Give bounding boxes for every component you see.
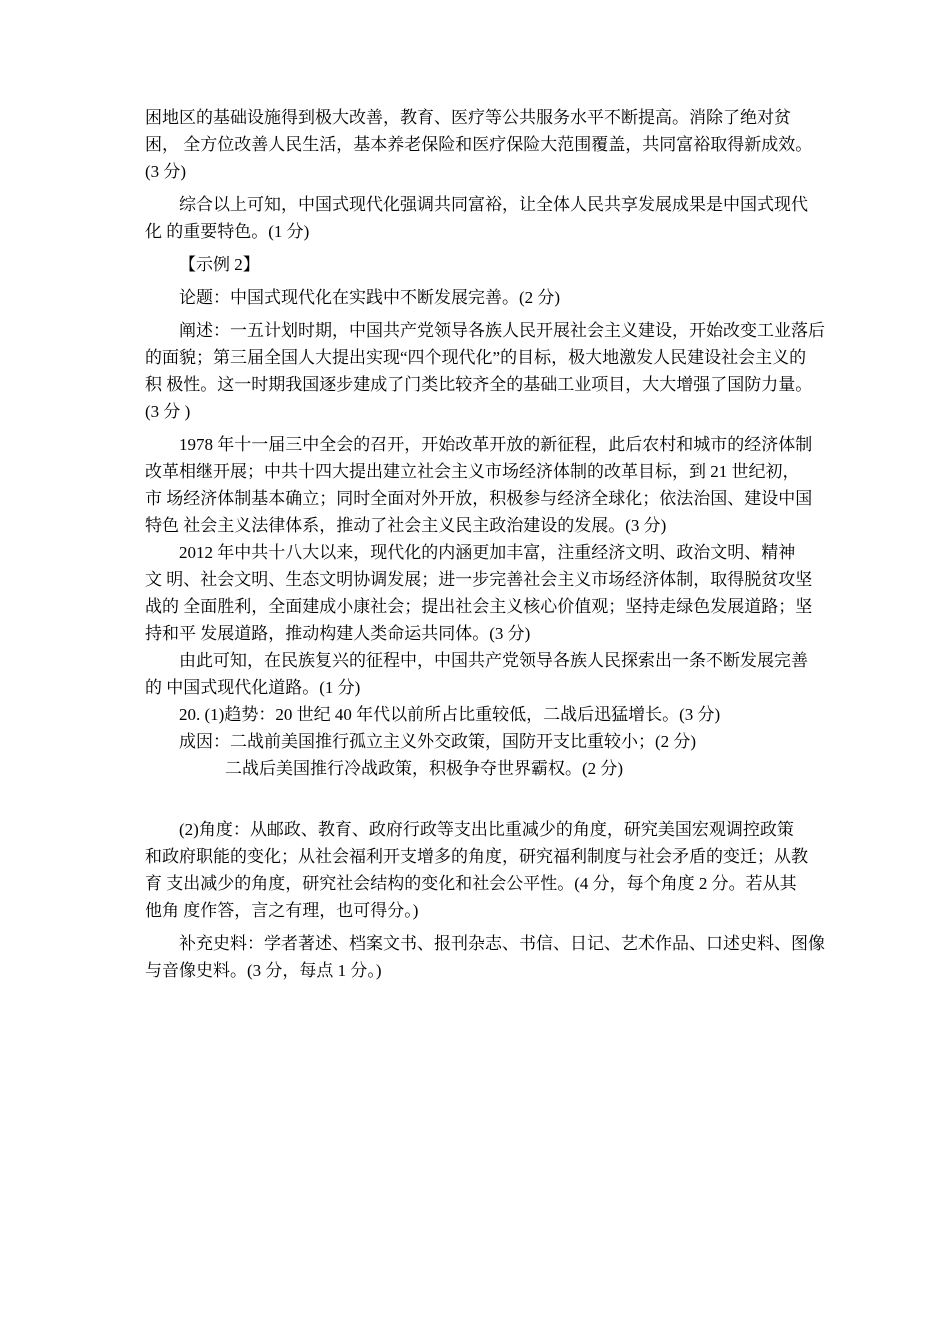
document-line: 论题：中国式现代化在实践中不断发展完善。(2 分)	[179, 288, 561, 307]
document-line: 改革相继开展；中共十四大提出建立社会主义市场经济体制的改革目标，到 21 世纪初，	[145, 462, 800, 481]
document-line: 化 的重要特色。(1 分)	[145, 222, 310, 241]
document-line: (3 分 )	[145, 402, 191, 421]
document-line: 育 支出减少的角度，研究社会结构的变化和社会公平性。(4 分，每个角度 2 分。若从其	[145, 874, 797, 893]
document-line: 20. (1)趋势：20 世纪 40 年代以前所占比重较低，二战后迅猛增长。(3 分)	[179, 705, 721, 724]
document-line: 特色 社会主义法律体系，推动了社会主义民主政治建设的发展。(3 分)	[145, 516, 667, 535]
document-line: 与音像史料。(3 分，每点 1 分。)	[145, 961, 382, 980]
document-line: 2012 年中共十八大以来，现代化的内涵更加丰富，注重经济文明、政治文明、精神	[179, 543, 796, 562]
document-line: 由此可知，在民族复兴的征程中，中国共产党领导各族人民探索出一条不断发展完善	[179, 651, 808, 670]
document-line: 困， 全方位改善人民生活，基本养老保险和医疗保险大范围覆盖，共同富裕取得新成效。	[145, 135, 813, 154]
document-line: (2)角度：从邮政、教育、政府行政等支出比重减少的角度，研究美国宏观调控政策	[179, 820, 794, 839]
document-line: 市 场经济体制基本确立；同时全面对外开放，积极参与经济全球化；依法治国、建设中国	[145, 489, 813, 508]
document-line: (3 分)	[145, 162, 187, 181]
document-line: 和政府职能的变化；从社会福利开支增多的角度，研究福利制度与社会矛盾的变迁；从教	[145, 847, 808, 866]
document-line: 成因：二战前美国推行孤立主义外交政策，国防开支比重较小；(2 分)	[179, 732, 697, 751]
document-line: 文 明、社会文明、生态文明协调发展；进一步完善社会主义市场经济体制，取得脱贫攻坚	[145, 570, 813, 589]
document-line: 的 中国式现代化道路。(1 分)	[145, 678, 361, 697]
document-line: 阐述：一五计划时期，中国共产党领导各族人民开展社会主义建设，开始改变工业落后	[179, 321, 825, 340]
document-line: 1978 年十一届三中全会的召开，开始改革开放的新征程，此后农村和城市的经济体制	[179, 435, 813, 454]
document-line: 他角 度作答，言之有理，也可得分。)	[145, 901, 419, 920]
document-line: 的面貌；第三届全国人大提出实现“四个现代化”的目标，极大地激发人民建设社会主义的	[145, 348, 807, 367]
document-line: 【示例 2】	[179, 255, 260, 274]
document-line: 积 极性。这一时期我国逐步建成了门类比较齐全的基础工业项目，大大增强了国防力量。	[145, 375, 813, 394]
document-body	[145, 104, 835, 984]
document-line: 战的 全面胜利，全面建成小康社会；提出社会主义核心价值观；坚持走绿色发展道路；坚	[145, 597, 813, 616]
document-line: 持和平 发展道路，推动构建人类命运共同体。(3 分)	[145, 624, 531, 643]
document-line: 综合以上可知，中国式现代化强调共同富裕，让全体人民共享发展成果是中国式现代	[179, 195, 808, 214]
document-line: 补充史料：学者著述、档案文书、报刊杂志、书信、日记、艺术作品、口述史料、图像	[179, 934, 825, 953]
document-line: 困地区的基础设施得到极大改善，教育、医疗等公共服务水平不断提高。消除了绝对贫	[145, 108, 791, 127]
document-line: 二战后美国推行冷战政策，积极争夺世界霸权。(2 分)	[225, 759, 624, 778]
